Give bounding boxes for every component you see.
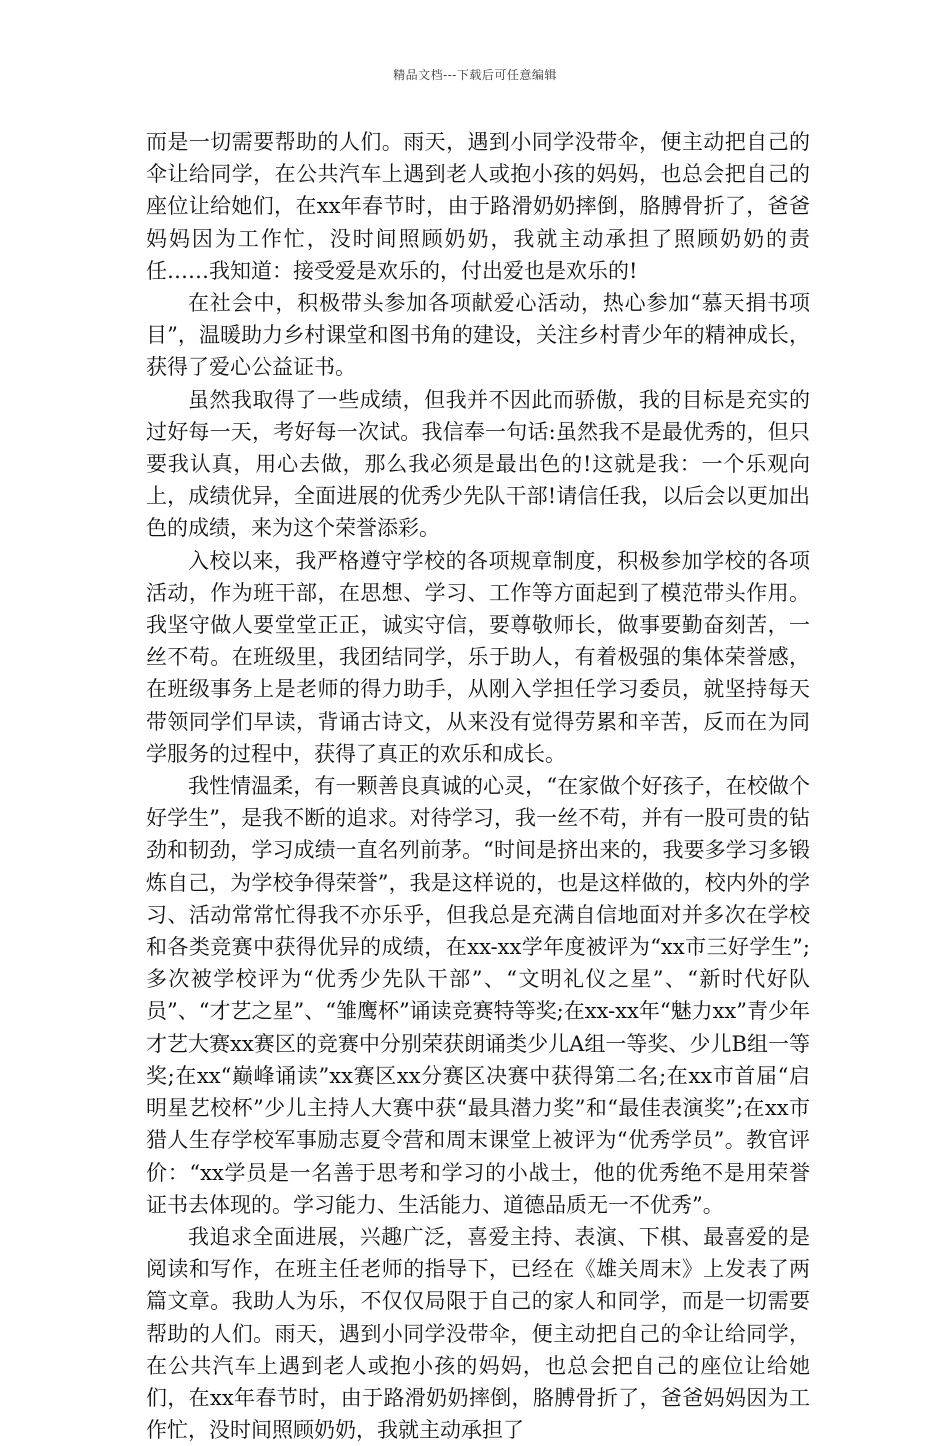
- page-header: 精品文档---下载后可任意编辑: [393, 68, 557, 82]
- paragraph: 在社会中，积极带头参加各项献爱心活动，热心参加“慕天捐书项目”，温暖助力乡村课堂和图书角的建设，关注乡村青少年的精神成长，获得了爱心公益证书。: [146, 291, 810, 380]
- paragraph-continuation: 而是一切需要帮助的人们。雨天，遇到小同学没带伞，便主动把自己的伞让给同学，在公共汽车上遇到老人或抱小孩的妈妈，也总会把自己的座位让给她们，在xx年春节时，由于路滑奶奶摔倒，胳膊骨折了，爸爸妈妈因为工作忙，没时间照顾奶奶，我就主动承担了照顾奶奶的责任……我知道：接受爱是欢乐的，付出爱也是欢乐的!: [146, 130, 810, 283]
- paragraph: 我追求全面进展，兴趣广泛，喜爱主持、表演、下棋、最喜爱的是阅读和写作，在班主任老师的指导下，已经在《雄关周末》上发表了两篇文章。我助人为乐，不仅仅局限于自己的家人和同学，而是一切需要帮助的人们。雨天，遇到小同学没带伞，便主动把自己的伞让给同学，在公共汽车上遇到老人或抱小孩的妈妈，也总会把自己的座位让给她们，在xx年春节时，由于路滑奶奶摔倒，胳膊骨折了，爸爸妈妈因为工作忙，没时间照顾奶奶，我就主动承担了: [146, 1224, 810, 1443]
- paragraph: 虽然我取得了一些成绩，但我并不因此而骄傲，我的目标是充实的过好每一天，考好每一次试。我信奉一句话:虽然我不是最优秀的，但只要我认真，用心去做，那么我必须是最出色的!这就是我：一个乐观向上，成绩优异，全面进展的优秀少先队干部!请信任我，以后会以更加出色的成绩，来为这个荣誉添彩。: [146, 387, 810, 541]
- document-body: [146, 126, 810, 1446]
- paragraph: 入校以来，我严格遵守学校的各项规章制度，积极参加学校的各项活动，作为班干部，在思想、学习、工作等方面起到了模范带头作用。我坚守做人要堂堂正正，诚实守信，要尊敬师长，做事要勤奋刻苦，一丝不苟。在班级里，我团结同学，乐于助人，有着极强的集体荣誉感，在班级事务上是老师的得力助手，从刚入学担任学习委员，就坚持每天带领同学们早读，背诵古诗文，从来没有觉得劳累和辛苦，反而在为同学服务的过程中，获得了真正的欢乐和成长。: [146, 548, 810, 766]
- paragraph: 我性情温柔，有一颗善良真诚的心灵，“在家做个好孩子，在校做个好学生”，是我不断的追求。对待学习，我一丝不苟，并有一股可贵的钻劲和韧劲，学习成绩一直名列前茅。“时间是挤出来的，我要多学习多锻炼自己，为学校争得荣誉”，我是这样说的，也是这样做的，校内外的学习、活动常常忙得我不亦乐乎，但我总是充满自信地面对并多次在学校和各类竞赛中获得优异的成绩，在xx-xx学年度被评为“xx市三好学生”;多次被学校评为“优秀少先队干部”、“文明礼仪之星”、“新时代好队员”、“才艺之星”、“雏鹰杯”诵读竞赛特等奖;在xx-xx年“魅力xx”青少年才艺大赛xx赛区的竞赛中分别荣获朗诵类少儿A组一等奖、少儿B组一等奖;在xx“巅峰诵读”xx赛区xx分赛区决赛中获得第二名;在xx市首届“启明星艺校杯”少儿主持人大赛中获“最具潜力奖”和“最佳表演奖”;在xx市猎人生存学校军事励志夏令营和周末课堂上被评为“优秀学员”。教官评价：“xx学员是一名善于思考和学习的小战士，他的优秀绝不是用荣誉证书去体现的。学习能力、生活能力、道德品质无一不优秀”。: [146, 774, 811, 1217]
